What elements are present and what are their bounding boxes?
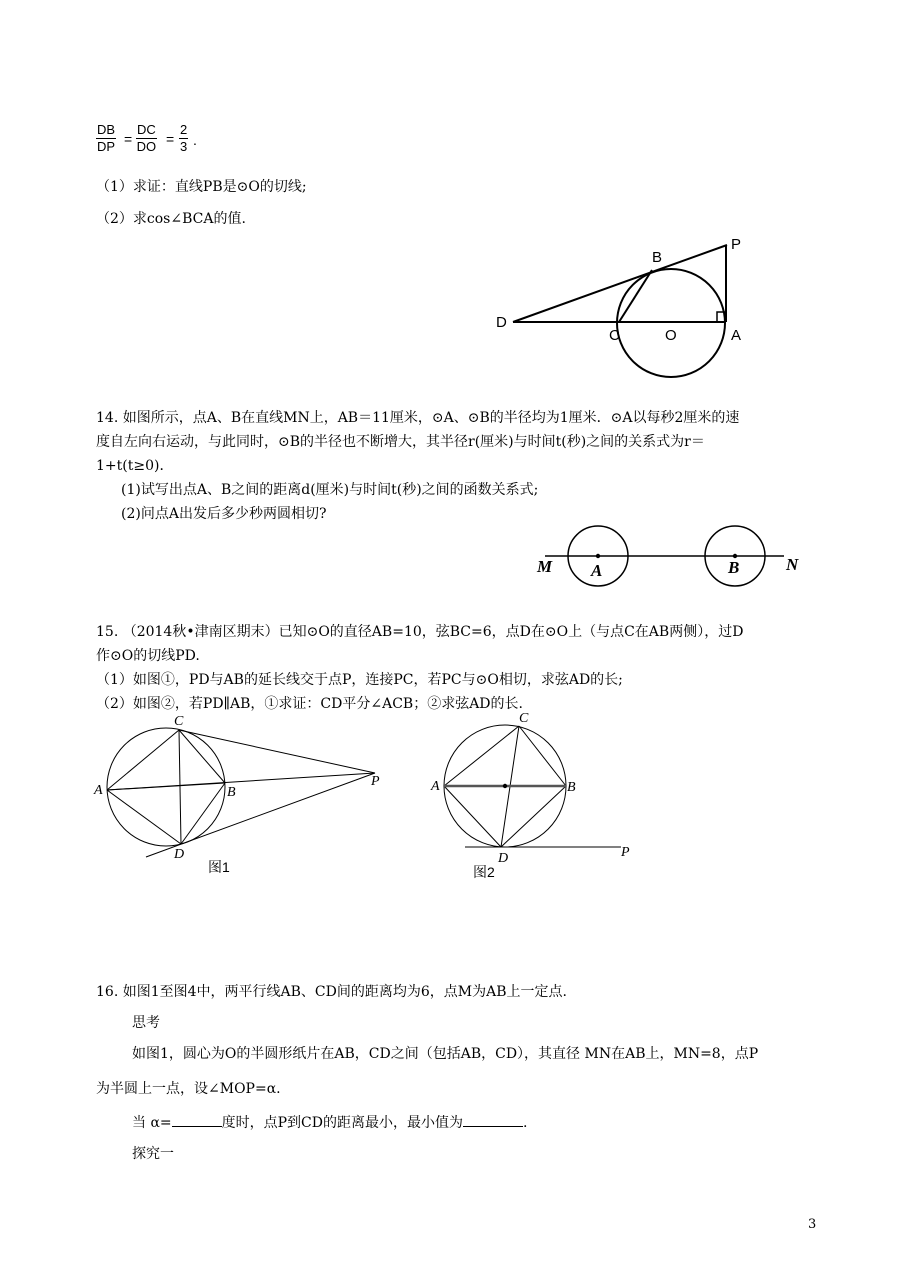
fraction-denominator: 3 [180, 139, 188, 154]
figure-1-caption: 图1 [208, 859, 230, 875]
page-number: 3 [808, 1217, 817, 1232]
label-d: D [498, 851, 509, 866]
label-a: A [591, 561, 603, 580]
label-n: N [786, 555, 799, 574]
fraction-numerator: DB [97, 122, 116, 137]
fraction-two-thirds [179, 122, 188, 155]
q14-line1: 14. 如图所示，点A、B在直线MN上，AB＝11厘米，⊙A、⊙B的半径均为1厘米．⊙A以每秒2厘米的速 [96, 410, 740, 426]
label-c: C [519, 711, 529, 726]
diameter-ab [107, 783, 225, 790]
circle-o [444, 725, 566, 847]
tangent-pd [146, 773, 375, 857]
chord-cb [619, 270, 652, 322]
label-a: A [94, 783, 103, 798]
chord-ac [107, 730, 179, 790]
center-a-dot [596, 554, 600, 558]
equals-sign: = [124, 131, 133, 147]
answer-blank-angle [172, 1113, 222, 1127]
q15-part1: （1）如图①，PD与AB的延长线交于点P，连接PC，若PC与⊙O相切，求弦AD的长; [96, 672, 623, 688]
q16-line4-start: 当 α= [132, 1115, 172, 1131]
label-c: C [609, 327, 620, 344]
label-d: D [174, 847, 185, 862]
chord-bd [501, 786, 566, 847]
label-p: P [371, 774, 380, 789]
q16-line2: 如图1，圆心为O的半圆形纸片在AB，CD之间（包括AB，CD），其直径 MN在AB上，MN=8，点P [132, 1046, 759, 1062]
q16-line4 [132, 1113, 527, 1132]
circle-b [705, 526, 765, 586]
segment-ap [107, 773, 375, 790]
fraction-numerator: 2 [180, 122, 188, 137]
label-p: P [621, 845, 630, 860]
circle-o [107, 728, 225, 846]
right-angle-mark [717, 312, 726, 322]
chord-da [444, 786, 501, 847]
fraction-numerator: DC [137, 122, 156, 137]
fraction-db-dp [96, 122, 116, 155]
chord-da [107, 790, 181, 844]
q14-part1: (1)试写出点A、B之间的距离d(厘米)与时间t(秒)之间的函数关系式; [121, 482, 539, 498]
circle-o [617, 269, 725, 377]
segment-dp [513, 245, 727, 322]
label-b: B [567, 780, 576, 795]
tangent-pc [179, 730, 375, 773]
fraction-dc-do [136, 122, 157, 155]
answer-blank-min-distance [463, 1113, 523, 1127]
q16-line4-middle: 度时，点P到CD的距离最小，最小值为 [221, 1115, 463, 1131]
label-a: A [731, 327, 742, 344]
center-o-dot [503, 784, 507, 788]
formula-period: . [193, 132, 197, 148]
label-o: O [665, 327, 677, 344]
q14-part2: (2)问点A出发后多少秒两圆相切? [121, 506, 327, 522]
label-a: A [431, 779, 440, 794]
chord-bd [181, 783, 225, 844]
q15-line2: 作⊙O的切线PD. [96, 648, 200, 664]
chord-cd [179, 730, 181, 844]
chord-cd [501, 726, 519, 847]
q14-line2: 度自左向右运动，与此同时，⊙B的半径也不断增大，其半径r(厘米)与时间t(秒)之间的关系式为r＝ [96, 434, 705, 450]
fraction-denominator: DO [136, 139, 157, 154]
q15-part2: （2）如图②，若PD∥AB，①求证：CD平分∠ACB；②求弦AD的长. [96, 696, 523, 712]
q16-explore-heading: 探究一 [132, 1146, 174, 1162]
circle-a [568, 526, 628, 586]
q14-line3: 1+t(t≥0)． [96, 458, 174, 474]
center-b-dot [733, 554, 737, 558]
q16-line4-end: . [523, 1115, 528, 1131]
label-c: C [174, 714, 184, 729]
fraction-denominator: DP [97, 139, 116, 154]
label-b: B [652, 249, 663, 266]
q15-line1: 15. （2014秋•津南区期末）已知⊙O的直径AB=10，弦BC=6，点D在⊙O上（与点C在AB两侧），过D [96, 624, 744, 640]
q16-think-heading: 思考 [132, 1015, 160, 1031]
q16-line1: 16. 如图1至图4中，两平行线AB、CD间的距离均为6，点M为AB上一定点. [96, 984, 567, 1000]
label-p: P [731, 236, 742, 253]
figure-2-caption: 图2 [473, 864, 495, 880]
label-b: B [227, 785, 236, 800]
chord-cb [519, 726, 566, 786]
chord-ac [444, 726, 519, 786]
label-d: D [496, 314, 507, 331]
equals-sign: = [166, 131, 175, 147]
label-m: M [537, 557, 553, 576]
q13-part2: （2）求cos∠BCA的值. [96, 211, 246, 227]
label-b: B [728, 558, 740, 577]
q13-part1: （1）求证：直线PB是⊙O的切线; [96, 179, 307, 195]
q16-line3: 为半圆上一点，设∠MOP=α. [96, 1081, 281, 1097]
chord-cb [179, 730, 225, 783]
